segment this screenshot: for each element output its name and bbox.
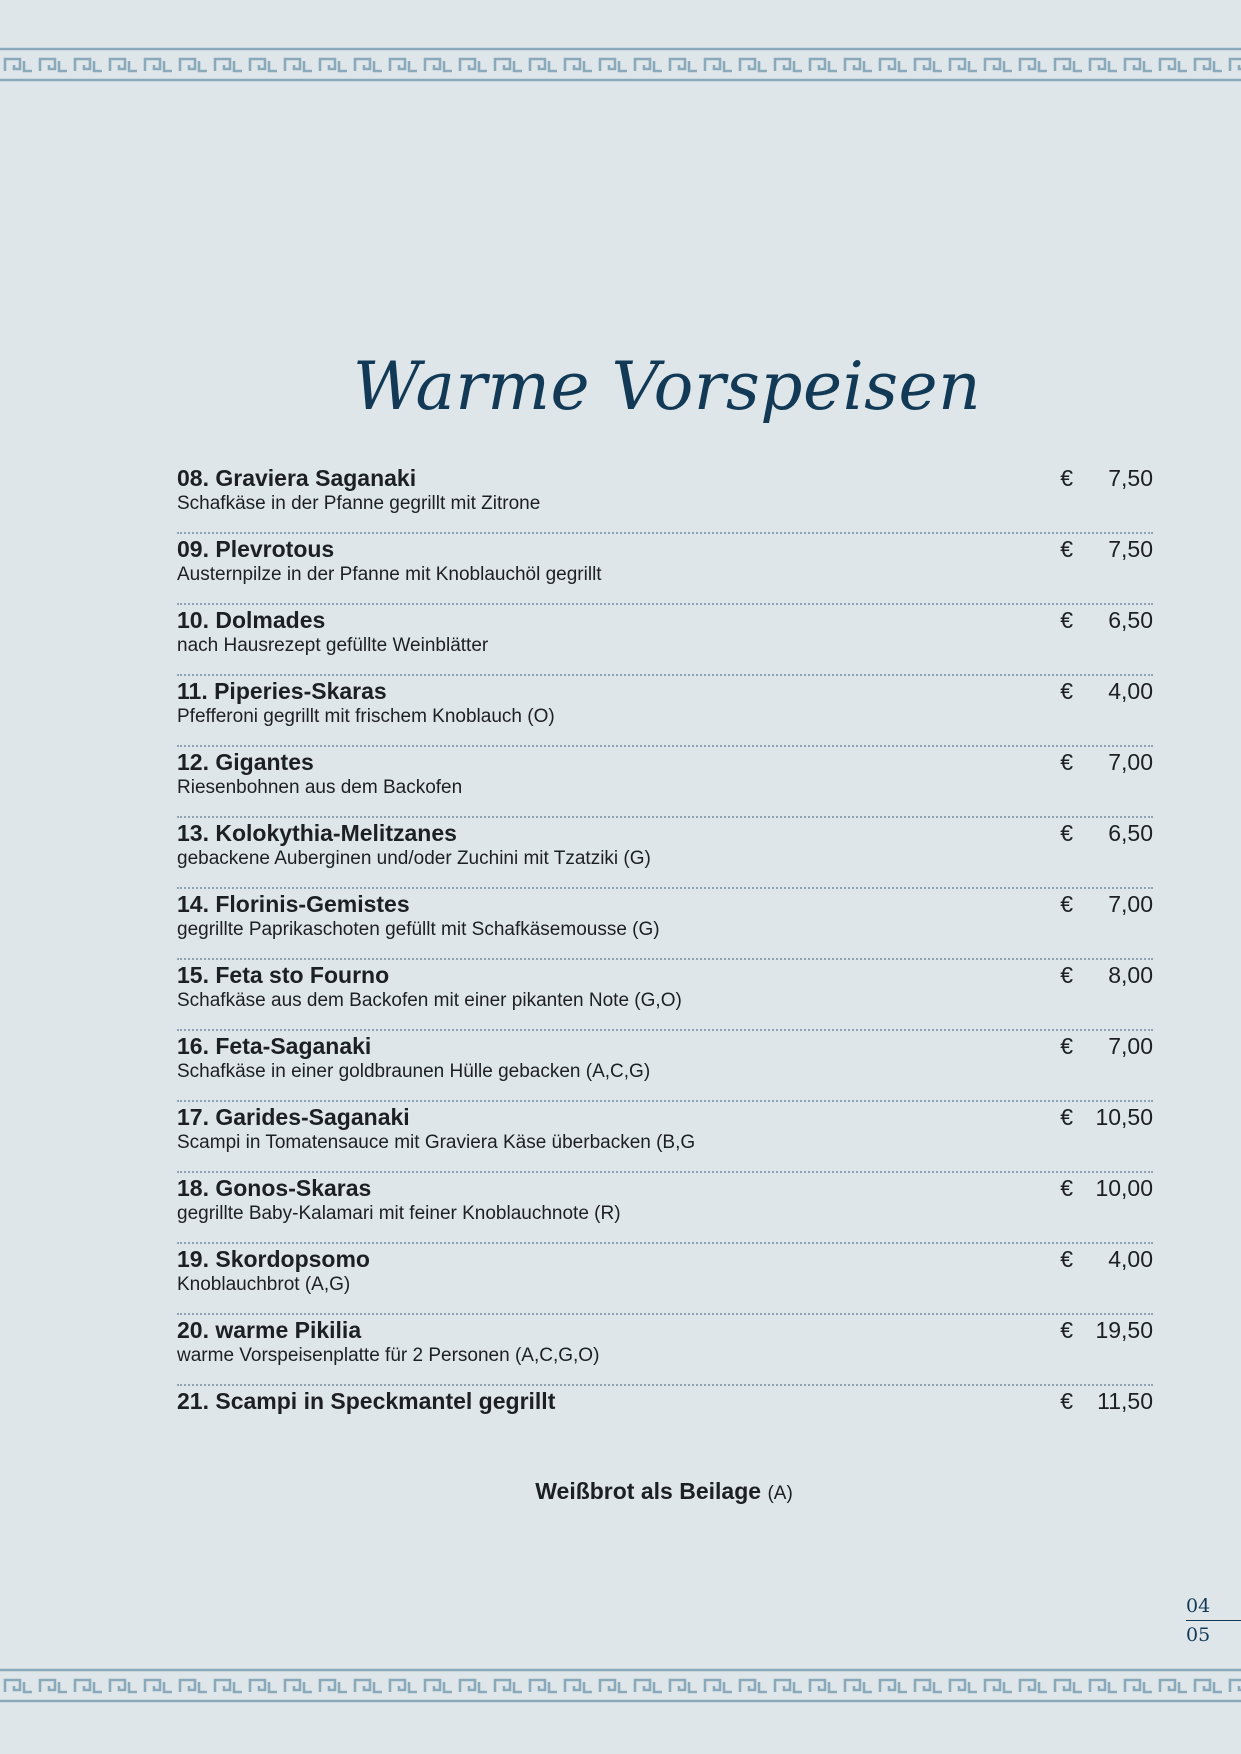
menu-item-price: 4,00: [1108, 1246, 1153, 1272]
menu-item-description: gegrillte Paprikaschoten gefüllt mit Schafkäsemousse (G): [177, 919, 660, 940]
menu-item-name: 20. warme Pikilia: [177, 1317, 362, 1343]
side-note-allergen: (A): [767, 1483, 793, 1504]
euro-symbol: €: [1060, 962, 1073, 988]
menu-item-price: 7,50: [1108, 465, 1153, 491]
menu-item-description: Schafkäse in der Pfanne gegrillt mit Zitrone: [177, 493, 541, 514]
menu-item: [177, 747, 1153, 818]
menu-item: [177, 1315, 1153, 1386]
menu-item-name: 18. Gonos-Skaras: [177, 1175, 372, 1201]
page-title: Warme Vorspeisen: [352, 348, 982, 425]
menu-item-name: 13. Kolokythia-Melitzanes: [177, 820, 457, 846]
menu-item: [177, 676, 1153, 747]
menu-item-name: 19. Skordopsomo: [177, 1246, 370, 1272]
menu-item-description: Schafkäse aus dem Backofen mit einer pikanten Note (G,O): [177, 990, 682, 1011]
page-number-block: [1186, 1592, 1241, 1649]
menu-item-description: Scampi in Tomatensauce mit Graviera Käse überbacken (B,G: [177, 1132, 696, 1153]
menu-item: [177, 1102, 1153, 1173]
euro-symbol: €: [1060, 1175, 1073, 1201]
menu-item-name: 11. Piperies-Skaras: [177, 678, 387, 704]
menu-item-name: 16. Feta-Saganaki: [177, 1033, 372, 1059]
menu-item-price: 7,00: [1108, 1033, 1153, 1059]
euro-symbol: €: [1060, 1317, 1073, 1343]
menu-item-name: 14. Florinis-Gemistes: [177, 891, 410, 917]
menu-item: [177, 605, 1153, 676]
menu-item-description: Knoblauchbrot (A,G): [177, 1274, 351, 1295]
euro-symbol: €: [1060, 465, 1073, 491]
menu-item-price: 7,50: [1108, 536, 1153, 562]
menu-item-name: 10. Dolmades: [177, 607, 326, 633]
menu-item-description: Schafkäse in einer goldbraunen Hülle gebacken (A,C,G): [177, 1061, 651, 1082]
page-number-left: 04: [1186, 1595, 1211, 1617]
menu-item-price: 6,50: [1108, 820, 1153, 846]
menu-item-name: 12. Gigantes: [177, 749, 314, 775]
menu-item-name: 15. Feta sto Fourno: [177, 962, 390, 988]
menu-item-price: 8,00: [1108, 962, 1153, 988]
menu-item-name: 21. Scampi in Speckmantel gegrillt: [177, 1388, 556, 1414]
menu-item-description: warme Vorspeisenplatte für 2 Personen (A,C,G,O): [177, 1345, 600, 1366]
menu-item-price: 6,50: [1108, 607, 1153, 633]
menu-item-price: 10,50: [1095, 1104, 1153, 1130]
menu-item-price: 11,50: [1097, 1388, 1153, 1414]
euro-symbol: €: [1060, 820, 1073, 846]
menu-item-price: 19,50: [1095, 1317, 1153, 1343]
page-number-right: 05: [1186, 1624, 1211, 1646]
euro-symbol: €: [1060, 607, 1073, 633]
menu-item-name: 17. Garides-Saganaki: [177, 1104, 410, 1130]
menu-item-name: 09. Plevrotous: [177, 536, 335, 562]
menu-item-description: Austernpilze in der Pfanne mit Knoblauchöl gegrillt: [177, 564, 602, 585]
euro-symbol: €: [1060, 1104, 1073, 1130]
menu-item: [177, 889, 1153, 960]
menu-item-name: 08. Graviera Saganaki: [177, 465, 417, 491]
menu-item-description: nach Hausrezept gefüllte Weinblätter: [177, 635, 489, 656]
euro-symbol: €: [1060, 536, 1073, 562]
menu-item-price: 4,00: [1108, 678, 1153, 704]
menu-item: [177, 1244, 1153, 1315]
menu-item-description: Riesenbohnen aus dem Backofen: [177, 777, 463, 798]
menu-item: [177, 960, 1153, 1031]
menu-item-price: 7,00: [1108, 891, 1153, 917]
menu-item: [177, 534, 1153, 605]
menu-item-price: 7,00: [1108, 749, 1153, 775]
menu-item-description: gegrillte Baby-Kalamari mit feiner Knoblauchnote (R): [177, 1203, 621, 1224]
side-note-text: Weißbrot als Beilage: [535, 1478, 762, 1504]
menu-list: [177, 463, 1153, 1457]
menu-item: [177, 1031, 1153, 1102]
euro-symbol: €: [1060, 1246, 1073, 1272]
menu-item: [177, 463, 1153, 534]
euro-symbol: €: [1060, 1388, 1073, 1414]
euro-symbol: €: [1060, 749, 1073, 775]
menu-item: [177, 1386, 1153, 1457]
menu-item: [177, 1173, 1153, 1244]
greek-key-border-bottom: [0, 1668, 1241, 1704]
euro-symbol: €: [1060, 678, 1073, 704]
euro-symbol: €: [1060, 1033, 1073, 1059]
side-note: [0, 1478, 1241, 1505]
euro-symbol: €: [1060, 891, 1073, 917]
menu-item-price: 10,00: [1095, 1175, 1153, 1201]
greek-key-border-top: [0, 47, 1241, 83]
menu-item: [177, 818, 1153, 889]
menu-item-description: Pfefferoni gegrillt mit frischem Knoblauch (O): [177, 706, 555, 727]
menu-item-description: gebackene Auberginen und/oder Zuchini mit Tzatziki (G): [177, 848, 651, 869]
